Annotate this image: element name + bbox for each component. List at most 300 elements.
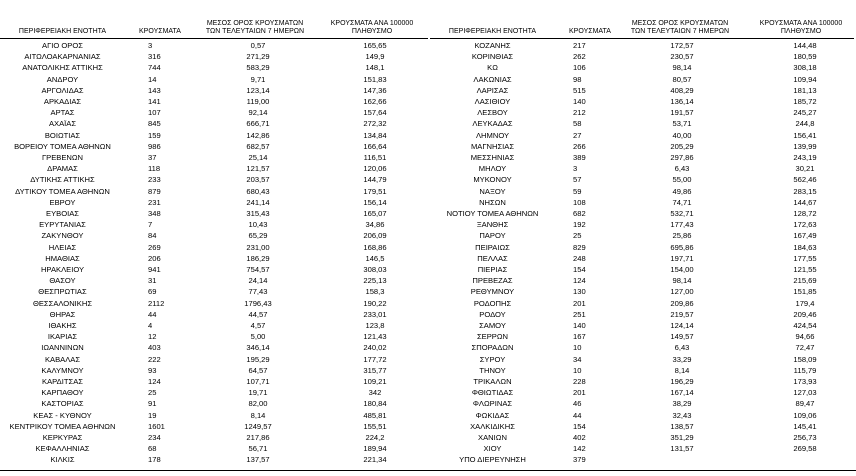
per100k-cell: 151,85: [793, 287, 817, 297]
cases-cell: 25: [573, 231, 582, 241]
per100k-cell: 147,36: [363, 85, 387, 95]
region-name-cell: ΚΕΦΑΛΛΗΝΙΑΣ: [35, 444, 90, 454]
avg-cell: 56,71: [248, 444, 268, 454]
region-name-cell: ΕΒΡΟΥ: [49, 197, 76, 207]
avg-cell: 532,71: [670, 209, 694, 218]
per100k-cell: 272,32: [363, 119, 387, 129]
region-name-cell: ΠΑΡΟΥ: [479, 231, 506, 241]
cases-cell: 37: [148, 153, 157, 162]
per100k-cell: 146,5: [365, 253, 385, 263]
cases-cell: 201: [573, 298, 586, 308]
header-per100k: [322, 4, 422, 36]
region-name-cell: ΠΙΕΡΙΑΣ: [477, 265, 508, 274]
cases-cell: 178: [148, 455, 161, 465]
region-name-cell: ΥΠΟ ΔΙΕΡΕΥΝΗΣΗ: [459, 455, 526, 465]
cases-cell: 44: [573, 410, 582, 420]
cases-cell: 316: [148, 52, 161, 62]
region-name-cell: ΦΩΚΙΔΑΣ: [475, 410, 510, 420]
per100k-cell: 144,48: [793, 41, 817, 50]
per100k-cell: 233,01: [363, 309, 387, 319]
per100k-cell: 245,27: [793, 108, 817, 118]
avg-cell: 351,29: [670, 433, 694, 442]
per100k-cell: 185,72: [793, 97, 817, 106]
avg-cell: 0,57: [250, 41, 266, 50]
avg-cell: 6,43: [674, 343, 690, 353]
region-name-cell: ΑΡΤΑΣ: [50, 108, 75, 118]
region-name-cell: ΧΙΟΥ: [483, 444, 502, 454]
per100k-cell: 225,13: [363, 276, 387, 286]
region-name-cell: ΞΑΝΘΗΣ: [476, 220, 509, 230]
cases-cell: 58: [573, 119, 582, 129]
region-name-cell: ΑΡΓΟΛΙΔΑΣ: [41, 85, 84, 95]
per100k-cell: 308,18: [793, 63, 817, 73]
avg-cell: 98,14: [672, 276, 692, 286]
per100k-cell: 144,67: [793, 197, 817, 207]
region-name-cell: ΚΑΡΠΑΘΟΥ: [41, 388, 84, 398]
region-name-cell: ΒΟΙΩΤΙΑΣ: [44, 130, 81, 140]
avg-cell: 197,71: [670, 253, 694, 263]
cases-cell: 4: [148, 321, 153, 330]
per100k-cell: 243,19: [793, 153, 817, 162]
avg-cell: 53,71: [672, 119, 692, 129]
cases-cell: 217: [573, 41, 586, 50]
region-name-cell: ΚΑΡΔΙΤΣΑΣ: [42, 377, 83, 386]
per100k-cell: 240,02: [363, 343, 387, 353]
avg-cell: 1249,57: [244, 421, 272, 431]
header-cases: [555, 4, 625, 36]
avg-cell: [642, 454, 722, 465]
per100k-cell: 139,99: [793, 141, 817, 151]
header-avg: [205, 4, 305, 36]
avg-cell: 346,14: [246, 343, 270, 353]
per100k-cell: 180,59: [793, 52, 817, 62]
header-region-label: ΠΕΡΙΦΕΡΕΙΑΚΗ ΕΝΟΤΗΤΑ: [18, 28, 107, 35]
avg-cell: 92,14: [248, 108, 268, 118]
avg-cell: 167,14: [670, 388, 694, 398]
per100k-cell: 165,65: [363, 41, 387, 50]
per100k-cell: 181,13: [793, 85, 817, 95]
avg-cell: 131,57: [670, 444, 694, 454]
header-cases-label: ΚΡΟΥΣΜΑΤΑ: [569, 28, 611, 35]
avg-cell: 205,29: [670, 141, 694, 151]
region-name-cell: ΝΗΣΩΝ: [479, 197, 506, 207]
per100k-cell: 121,43: [363, 332, 387, 342]
region-name-cell: ΚΟΡΙΝΘΙΑΣ: [471, 52, 514, 62]
avg-cell: 219,57: [670, 309, 694, 319]
per100k-cell: 148,1: [365, 63, 385, 73]
region-name-cell: ΑΓΙΟ ΟΡΟΣ: [42, 41, 83, 50]
region-name-cell: ΣΑΜΟΥ: [479, 321, 506, 330]
avg-cell: 209,86: [670, 298, 694, 308]
cases-cell: 69: [148, 287, 157, 297]
region-name-cell: ΑΡΚΑΔΙΑΣ: [43, 97, 82, 106]
avg-cell: 315,43: [246, 209, 270, 218]
cases-cell: 829: [573, 242, 586, 252]
region-name-cell: ΦΛΩΡΙΝΑΣ: [472, 399, 513, 409]
per100k-cell: 315,77: [363, 365, 387, 375]
region-name-cell: ΑΝΔΡΟΥ: [46, 74, 79, 84]
region-name-cell: ΛΑΚΩΝΙΑΣ: [473, 74, 512, 84]
per100k-cell: 165,07: [363, 209, 387, 218]
cases-cell: 192: [573, 220, 586, 230]
avg-cell: 33,29: [672, 354, 692, 364]
cases-cell: 879: [148, 186, 161, 196]
per100k-cell: 173,93: [793, 377, 817, 386]
cases-cell: 403: [148, 343, 161, 353]
per100k-cell: 156,14: [363, 197, 387, 207]
per100k-cell: 123,8: [365, 321, 385, 330]
cases-cell: 986: [148, 141, 161, 151]
region-name-cell: ΚΕΑΣ - ΚΥΘΝΟΥ: [33, 410, 92, 420]
header-per100k-label: ΚΡΟΥΣΜΑΤΑ ΑΝΑ 100000 ΠΛΗΘΥΣΜΟ: [330, 20, 414, 35]
region-name-cell: ΛΗΜΝΟΥ: [475, 130, 510, 140]
per100k-cell: 244,8: [795, 119, 815, 129]
cases-cell: 68: [148, 444, 157, 454]
avg-cell: 231,00: [246, 242, 270, 252]
avg-cell: 196,29: [670, 377, 694, 386]
cases-cell: 107: [148, 108, 161, 118]
cases-cell: 12: [148, 332, 157, 342]
avg-cell: 124,14: [670, 321, 694, 330]
avg-cell: 297,86: [670, 153, 694, 162]
cases-cell: 231: [148, 197, 161, 207]
avg-cell: 203,57: [246, 175, 270, 185]
per100k-cell: 156,41: [793, 130, 817, 140]
region-name-cell: ΕΥΡΥΤΑΝΙΑΣ: [39, 220, 86, 230]
cases-cell: 262: [573, 52, 586, 62]
avg-cell: 136,14: [670, 97, 694, 106]
region-name-cell: ΤΗΝΟΥ: [479, 365, 506, 375]
cases-cell: 143: [148, 85, 161, 95]
avg-cell: 32,43: [672, 410, 692, 420]
region-name-cell: ΣΠΟΡΑΔΩΝ: [471, 343, 514, 353]
region-name-cell: ΔΥΤΙΚΗΣ ΑΤΤΙΚΗΣ: [30, 175, 95, 185]
avg-cell: 230,57: [670, 52, 694, 62]
region-name-cell: ΔΥΤΙΚΟΥ ΤΟΜΕΑ ΑΘΗΝΩΝ: [15, 186, 110, 196]
avg-cell: 98,14: [672, 63, 692, 73]
per100k-cell: 308,03: [363, 265, 387, 274]
cases-cell: 682: [573, 209, 586, 218]
per100k-cell: 172,63: [793, 220, 817, 230]
cases-cell: 124: [148, 377, 161, 386]
cases-cell: 130: [573, 287, 586, 297]
per100k-cell: 215,69: [793, 276, 817, 286]
cases-cell: 212: [573, 108, 586, 118]
per100k-cell: 424,54: [793, 321, 817, 330]
avg-cell: 77,43: [248, 287, 268, 297]
cases-cell: 159: [148, 130, 161, 140]
region-name-cell: ΚΑΒΑΛΑΣ: [44, 354, 81, 364]
region-name-cell: ΜΕΣΣΗΝΙΑΣ: [470, 153, 515, 162]
cases-cell: 251: [573, 309, 586, 319]
per100k-cell: 221,34: [363, 455, 387, 465]
region-name-cell: ΘΕΣΠΡΩΤΙΑΣ: [38, 287, 87, 297]
avg-cell: 138,57: [670, 421, 694, 431]
per100k-cell: 179,4: [795, 298, 815, 308]
header-divider: [0, 38, 428, 39]
avg-cell: 121,57: [246, 164, 270, 174]
avg-cell: 137,57: [246, 455, 270, 465]
cases-cell: 7: [148, 220, 153, 230]
region-name-cell: ΚΩ: [487, 63, 498, 73]
cases-cell: 141: [148, 97, 161, 106]
per100k-cell: 155,51: [363, 421, 387, 431]
per100k-cell: 127,03: [793, 388, 817, 398]
per100k-cell: 109,94: [793, 74, 817, 84]
cases-cell: 140: [573, 97, 586, 106]
cases-cell: 266: [573, 141, 586, 151]
per100k-cell: 184,63: [793, 242, 817, 252]
region-name-cell: ΚΟΖΑΝΗΣ: [474, 41, 511, 50]
cases-cell: 201: [573, 388, 586, 398]
avg-cell: 123,14: [246, 85, 270, 95]
cases-cell: 25: [148, 388, 157, 398]
avg-cell: 583,29: [246, 63, 270, 73]
cases-cell: 59: [573, 186, 582, 196]
region-name-cell: ΚΑΛΥΜΝΟΥ: [41, 365, 84, 375]
header-per100k: [748, 4, 854, 36]
per100k-cell: 157,64: [363, 108, 387, 118]
avg-cell: 241,14: [246, 197, 270, 207]
region-name-cell: ΘΗΡΑΣ: [49, 309, 76, 319]
per100k-cell: 158,09: [793, 354, 817, 364]
per100k-cell: 189,94: [363, 444, 387, 454]
header-avg-label: ΜΕΣΟΣ ΟΡΟΣ ΚΡΟΥΣΜΑΤΩΝ ΤΩΝ ΤΕΛΕΥΤΑΙΩΝ 7 ΗΜΕΡΩΝ: [630, 20, 730, 35]
cases-cell: 167: [573, 332, 586, 342]
avg-cell: 64,57: [248, 365, 268, 375]
region-name-cell: ΗΡΑΚΛΕΙΟΥ: [40, 265, 85, 274]
per100k-cell: 116,51: [363, 153, 387, 162]
cases-cell: 34: [573, 354, 582, 364]
region-name-cell: ΛΕΣΒΟΥ: [477, 108, 508, 118]
region-name-cell: ΜΑΓΝΗΣΙΑΣ: [470, 141, 515, 151]
per100k-cell: 151,83: [363, 74, 387, 84]
per100k-cell: 206,09: [363, 231, 387, 241]
cases-cell: 228: [573, 377, 586, 386]
region-name-cell: ΚΑΣΤΟΡΙΑΣ: [41, 399, 84, 409]
region-name-cell: ΗΜΑΘΙΑΣ: [45, 253, 80, 263]
avg-cell: 142,86: [246, 130, 270, 140]
avg-cell: 10,43: [248, 220, 268, 230]
per100k-cell: 121,55: [793, 265, 817, 274]
cases-cell: 142: [573, 444, 586, 454]
per100k-cell: 168,86: [363, 242, 387, 252]
region-name-cell: ΣΕΡΡΩΝ: [476, 332, 509, 342]
cases-cell: 44: [148, 309, 157, 319]
header-divider: [430, 38, 854, 39]
region-name-cell: ΝΑΞΟΥ: [479, 186, 506, 196]
per100k-cell: 34,86: [365, 220, 385, 230]
avg-cell: 8,14: [250, 410, 266, 420]
cases-cell: 515: [573, 85, 586, 95]
per100k-cell: 167,49: [793, 231, 817, 241]
region-name-cell: ΚΕΝΤΡΙΚΟΥ ΤΟΜΕΑ ΑΘΗΝΩΝ: [9, 421, 116, 431]
cases-cell: 389: [573, 153, 586, 162]
region-name-cell: ΔΡΑΜΑΣ: [47, 164, 78, 174]
cases-cell: 248: [573, 253, 586, 263]
per100k-cell: 485,81: [363, 410, 387, 420]
cases-cell: 31: [148, 276, 157, 286]
cases-cell: 234: [148, 433, 161, 442]
cases-cell: 154: [573, 265, 586, 274]
header-region-label: ΠΕΡΙΦΕΡΕΙΑΚΗ ΕΝΟΤΗΤΑ: [448, 28, 537, 35]
cases-cell: 206: [148, 253, 161, 263]
header-avg-label: ΜΕΣΟΣ ΟΡΟΣ ΚΡΟΥΣΜΑΤΩΝ ΤΩΝ ΤΕΛΕΥΤΑΙΩΝ 7 ΗΜΕΡΩΝ: [205, 20, 305, 35]
region-name-cell: ΙΩΑΝΝΙΝΩΝ: [41, 343, 84, 353]
region-name-cell: ΠΕΛΛΑΣ: [477, 253, 508, 263]
region-name-cell: ΛΑΣΙΘΙΟΥ: [474, 97, 511, 106]
cases-cell: 10: [573, 343, 582, 353]
per100k-cell: 120,06: [363, 164, 387, 174]
avg-cell: 6,43: [674, 164, 690, 174]
region-name-cell: ΚΙΛΚΙΣ: [50, 455, 75, 465]
cases-cell: 744: [148, 63, 161, 73]
per100k-cell: 145,41: [793, 421, 817, 431]
per100k-cell: 224,2: [365, 433, 385, 442]
header-region: [0, 4, 125, 36]
cases-cell: 118: [148, 164, 161, 174]
avg-cell: 8,14: [674, 365, 690, 375]
region-name-cell: ΡΟΔΟΥ: [479, 309, 506, 319]
cases-cell: 98: [573, 74, 582, 84]
avg-cell: 680,43: [246, 186, 270, 196]
avg-cell: 80,57: [672, 74, 692, 84]
avg-cell: 217,86: [246, 433, 270, 442]
header-region: [430, 4, 555, 36]
avg-cell: 195,29: [246, 354, 270, 364]
region-name-cell: ΕΥΒΟΙΑΣ: [46, 209, 79, 218]
avg-cell: 695,86: [670, 242, 694, 252]
per100k-cell: 283,15: [793, 186, 817, 196]
avg-cell: 38,29: [672, 399, 692, 409]
avg-cell: 666,71: [246, 119, 270, 129]
cases-cell: 379: [573, 455, 586, 465]
region-name-cell: ΙΘΑΚΗΣ: [48, 321, 77, 330]
per100k-cell: 180,84: [363, 399, 387, 409]
avg-cell: 107,71: [246, 377, 270, 386]
avg-cell: 1796,43: [244, 298, 272, 308]
per100k-cell: 158,3: [365, 287, 385, 297]
avg-cell: 9,71: [250, 74, 266, 84]
per100k-cell: [760, 454, 850, 465]
per100k-cell: 134,84: [363, 130, 387, 140]
region-name-cell: ΝΟΤΙΟΥ ΤΟΜΕΑ ΑΘΗΝΩΝ: [446, 209, 539, 218]
per100k-cell: 89,47: [795, 399, 815, 409]
avg-cell: 40,00: [672, 130, 692, 140]
region-name-cell: ΡΕΘΥΜΝΟΥ: [470, 287, 515, 297]
region-name-cell: ΧΑΛΚΙΔΙΚΗΣ: [470, 421, 515, 431]
per100k-cell: 190,22: [363, 298, 387, 308]
avg-cell: 44,57: [248, 309, 268, 319]
region-name-cell: ΠΕΙΡΑΙΩΣ: [475, 242, 510, 252]
header-per100k-label: ΚΡΟΥΣΜΑΤΑ ΑΝΑ 100000 ΠΛΗΘΥΣΜΟ: [759, 20, 843, 35]
per100k-cell: 30,21: [795, 164, 815, 174]
avg-cell: 271,29: [246, 52, 270, 62]
avg-cell: 49,86: [672, 186, 692, 196]
cases-cell: 10: [573, 365, 582, 375]
per100k-cell: 166,64: [363, 141, 387, 151]
per100k-cell: 109,21: [363, 377, 387, 386]
cases-cell: 845: [148, 119, 161, 129]
avg-cell: 408,29: [670, 85, 694, 95]
avg-cell: 5,00: [250, 332, 266, 342]
cases-cell: 1601: [148, 421, 165, 431]
region-name-cell: ΧΑΝΙΩΝ: [478, 433, 507, 442]
avg-cell: 55,00: [672, 175, 692, 185]
per100k-cell: 149,9: [365, 52, 385, 62]
region-name-cell: ΑΧΑΪΑΣ: [48, 119, 77, 129]
cases-cell: 93: [148, 365, 157, 375]
avg-cell: 754,57: [246, 265, 270, 274]
avg-cell: 682,57: [246, 141, 270, 151]
table-bottom-rule: [0, 470, 856, 471]
avg-cell: 119,00: [246, 97, 270, 106]
cases-cell: 402: [573, 433, 586, 442]
cases-cell: 91: [148, 399, 157, 409]
avg-cell: 65,29: [248, 231, 268, 241]
avg-cell: 154,00: [670, 265, 694, 274]
cases-cell: 233: [148, 175, 161, 185]
region-name-cell: ΖΑΚΥΝΘΟΥ: [41, 231, 84, 241]
cases-cell: 222: [148, 354, 161, 364]
region-name-cell: ΛΑΡΙΣΑΣ: [476, 85, 509, 95]
avg-cell: 74,71: [672, 197, 692, 207]
avg-cell: 82,00: [248, 399, 268, 409]
cases-cell: 269: [148, 242, 161, 252]
per100k-cell: 256,73: [793, 433, 817, 442]
cases-cell: 124: [573, 276, 586, 286]
region-name-cell: ΚΕΡΚΥΡΑΣ: [42, 433, 83, 442]
header-cases: [125, 4, 195, 36]
avg-cell: 172,57: [670, 41, 694, 50]
per100k-cell: 179,51: [363, 186, 387, 196]
avg-cell: 177,43: [670, 220, 694, 230]
per100k-cell: 177,55: [793, 253, 817, 263]
region-name-cell: ΑΙΤΩΛΟΑΚΑΡΝΑΝΙΑΣ: [24, 52, 101, 62]
region-name-cell: ΦΘΙΩΤΙΔΑΣ: [471, 388, 514, 398]
cases-cell: 14: [148, 74, 157, 84]
per100k-cell: 94,66: [795, 332, 815, 342]
avg-cell: 149,57: [670, 332, 694, 342]
region-name-cell: ΗΛΕΙΑΣ: [48, 242, 77, 252]
region-name-cell: ΜΗΛΟΥ: [478, 164, 507, 174]
region-name-cell: ΜΥΚΟΝΟΥ: [473, 175, 512, 185]
header-cases-label: ΚΡΟΥΣΜΑΤΑ: [139, 28, 181, 35]
cases-cell: 84: [148, 231, 157, 241]
cases-cell: 154: [573, 421, 586, 431]
per100k-cell: 115,79: [793, 365, 817, 375]
region-name-cell: ΘΕΣΣΑΛΟΝΙΚΗΣ: [32, 298, 93, 308]
per100k-cell: 342: [368, 388, 382, 398]
avg-cell: 25,14: [248, 153, 268, 162]
cases-cell: 19: [148, 410, 157, 420]
cases-cell: 106: [573, 63, 586, 73]
region-name-cell: ΓΡΕΒΕΝΩΝ: [41, 153, 84, 162]
per100k-cell: 128,72: [793, 209, 817, 218]
region-name-cell: ΑΝΑΤΟΛΙΚΗΣ ΑΤΤΙΚΗΣ: [22, 63, 103, 73]
cases-cell: 57: [573, 175, 582, 185]
per100k-cell: 162,66: [363, 97, 387, 106]
region-name-cell: ΙΚΑΡΙΑΣ: [47, 332, 78, 342]
region-name-cell: ΤΡΙΚΑΛΩΝ: [473, 377, 512, 386]
per100k-cell: 209,46: [793, 309, 817, 319]
avg-cell: 19,71: [248, 388, 268, 398]
avg-cell: 186,29: [246, 253, 270, 263]
region-name-cell: ΛΕΥΚΑΔΑΣ: [472, 119, 513, 129]
per100k-cell: 177,72: [363, 354, 387, 364]
region-name-cell: ΒΟΡΕΙΟΥ ΤΟΜΕΑ ΑΘΗΝΩΝ: [14, 141, 111, 151]
per100k-cell: 269,58: [793, 444, 817, 454]
